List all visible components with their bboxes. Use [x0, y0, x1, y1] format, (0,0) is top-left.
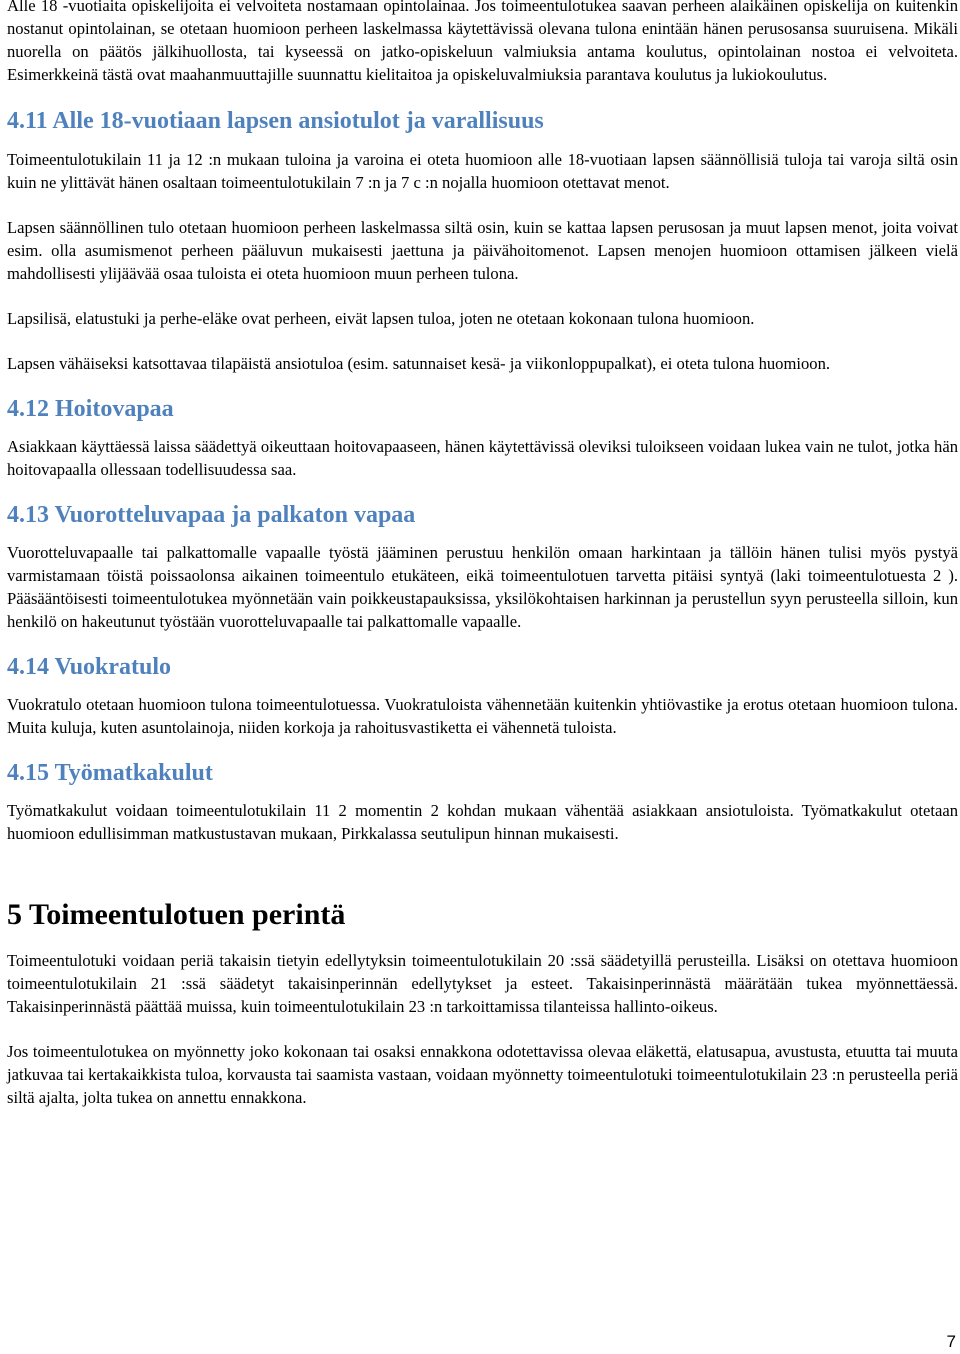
intro-paragraph: Alle 18 -vuotiaita opiskelijoita ei velvoiteta nostamaan opintolainaa. Jos toimeentulotukea saavan perheen alaikäinen opiskelija on kuitenkin nostanut opintolainan, se otetaan huomioon perheen laskelmassa käytettävissä olevana tulona enintään hänen perusosansa suuruisena. Mikäli nuorella on päätös jälkihuollosta, tai kyseessä on jatko-opiskeluun valmiuksia antama koulutus, opintolainan nostoa ei velvoiteta. Esimerkkeinä tästä ovat maahanmuuttajille suunnattu kielitaitoa ja opiskeluvalmiuksia parantava koulutus ja lukiokoulutus.	[7, 0, 958, 84]
heading-4-13: 4.13 Vuorotteluvapaa ja palkaton vapaa	[7, 502, 416, 528]
heading-5: 5 Toimeentulotuen perintä	[7, 898, 346, 931]
document-page	[7, 0, 958, 1109]
paragraph-4-12-1: Asiakkaan käyttäessä laissa säädettyä oikeuttaan hoitovapaaseen, hänen käytettävissä oleviksi tuloikseen voidaan lukea vain ne tulot, jotka hän hoitovapaalla ollessaan todellisuudessa saa.	[7, 437, 958, 479]
heading-4-15: 4.15 Työmatkakulut	[7, 760, 213, 786]
heading-4-11: 4.11 Alle 18-vuotiaan lapsen ansiotulot ja varallisuus	[7, 108, 544, 134]
paragraph-5-1: Toimeentulotuki voidaan periä takaisin tietyin edellytyksin toimeentulotukilain 20 :ssä säädetyillä perusteilla. Lisäksi on otettava huomioon toimeentulotukilain 21 :ssä säädetyt takaisinperinnän edellytykset ja esteet. Takaisinperinnästä määrätään tukea myönnettäessä. Takaisinperinnästä päättää muissa, kuin toimeentulotukilain 23 :n tarkoittamissa tilanteissa hallinto-oikeus.	[7, 951, 958, 1016]
paragraph-4-11-1: Toimeentulotukilain 11 ja 12 :n mukaan tuloina ja varoina ei oteta huomioon alle 18-vuotiaan lapsen säännöllisiä tuloja tai varoja siltä osin kuin ne ylittävät hänen osaltaan toimeentulotukilain 7 :n ja 7 c :n nojalla huomioon otettavat menot.	[7, 150, 958, 192]
heading-4-14: 4.14 Vuokratulo	[7, 654, 172, 680]
paragraph-4-11-3: Lapsilisä, elatustuki ja perhe-eläke ovat perheen, eivät lapsen tuloa, joten ne otetaan kokonaan tulona huomioon.	[7, 309, 755, 328]
paragraph-5-2: Jos toimeentulotukea on myönnetty joko kokonaan tai osaksi ennakkona odotettavissa olevaa eläkettä, elatusapua, avustusta, etuutta tai muuta jatkuvaa tai kertakaikkista tuloa, korvausta tai saamista vastaan, voidaan myönnetty toimeentulotuki toimeentulotukilain 23 :n perusteella periä siltä ajalta, jolta tukea on annettu ennakkona.	[7, 1042, 958, 1107]
paragraph-4-11-4: Lapsen vähäiseksi katsottavaa tilapäistä ansiotuloa (esim. satunnaiset kesä- ja viikonloppupalkat), ei oteta tulona huomioon.	[7, 354, 831, 373]
page-number: 7	[946, 1332, 956, 1351]
paragraph-4-11-2: Lapsen säännöllinen tulo otetaan huomioon perheen laskelmassa siltä osin, kuin se kattaa lapsen perusosan ja muut lapsen menot, joita voivat esim. olla asumismenot perheen pääluvun mukaisesti jaettuna ja päivähoitomenot. Lapsen menojen huomioon ottamisen jälkeen vielä mahdollisesti ylijäävää osaa tuloista ei oteta huomioon muun perheen tulona.	[7, 218, 958, 283]
paragraph-4-15-1: Työmatkakulut voidaan toimeentulotukilain 11 2 momentin 2 kohdan mukaan vähentää asiakkaan ansiotuloista. Työmatkakulut otetaan huomioon edullisimman matkustustavan mukaan, Pirkkalassa seutulipun hinnan mukaisesti.	[7, 801, 958, 843]
paragraph-4-14-1: Vuokratulo otetaan huomioon tulona toimeentulotuessa. Vuokratuloista vähennetään kuitenkin yhtiövastike ja erotus otetaan huomioon tulona. Muita kuluja, kuten asuntolainoja, niiden korkoja ja rahoitusvastiketta ei vähennetä tuloista.	[7, 695, 958, 737]
heading-4-12: 4.12 Hoitovapaa	[7, 396, 174, 422]
paragraph-4-13-1: Vuorotteluvapaalle tai palkattomalle vapaalle työstä jääminen perustuu henkilön omaan harkintaan ja tällöin hänen tulisi myös pystyä varmistamaan töistä poissaolonsa aikainen toimeentulo etukäteen, eikä toimeentulotuen tarvetta pitäisi syntyä (laki toimeentulotuesta 2 ). Pääsääntöisesti toimeentulotukea myönnetään vain poikkeustapauksissa, yksilökohtaisen harkinnan ja perustellun syyn perusteella silloin, kun henkilö on hakeutunut työstään vuorotteluvapaalle tai palkattomalle vapaalle.	[7, 543, 958, 631]
